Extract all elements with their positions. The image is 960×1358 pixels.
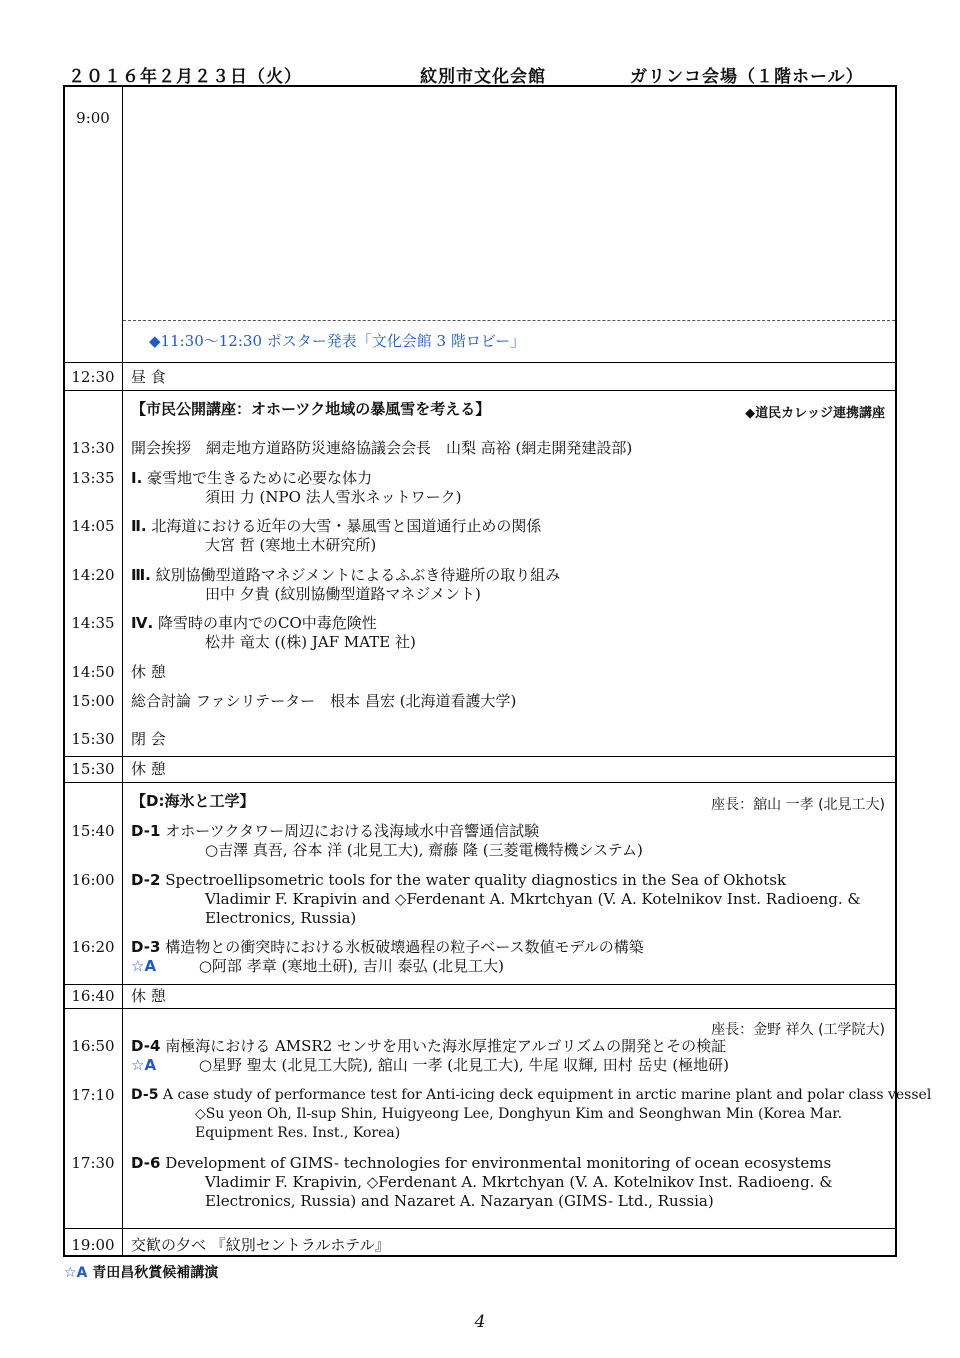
row-divider	[65, 390, 895, 391]
schedule-table	[63, 85, 932, 1257]
paper-authors-cont: Equipment Res. Inst., Korea)	[195, 1125, 401, 1141]
time-label: 17:10	[71, 1086, 115, 1104]
award-candidate-mark: ☆A	[64, 1265, 88, 1281]
lecture-title: 紋別協働型道路マネジメントによるふぶき待避所の取り組み	[155, 566, 561, 584]
row-divider	[65, 984, 895, 985]
paper-authors: ○吉澤 真吾, 谷本 洋 (北見工大), 齋藤 隆 (三菱電機特機システム)	[205, 841, 643, 859]
award-candidate-mark: ☆A	[131, 1056, 157, 1074]
break-label: 休 憩	[131, 760, 166, 778]
paper-item	[131, 822, 887, 860]
time-label: 9:00	[76, 109, 110, 127]
page-number: 4	[474, 1312, 486, 1332]
paper-authors: ○星野 聖太 (北見工大院), 舘山 一孝 (北見工大), 牛尾 収輝, 田村 岳史 (極地研)	[198, 1056, 730, 1074]
time-label: 16:20	[71, 938, 115, 956]
time-label: 15:00	[71, 692, 115, 710]
award-candidate-mark: ☆A	[131, 957, 157, 975]
session-chair: 座長：金野 祥久 (工学院大)	[711, 1022, 885, 1038]
paper-item	[131, 1086, 932, 1143]
break-label: 休 憩	[131, 663, 166, 681]
time-label: 15:30	[71, 730, 115, 748]
paper-id: D-2	[131, 871, 161, 889]
paper-authors-cont: Electronics, Russia) and Nazaret A. Nazaryan (GIMS- Ltd., Russia)	[205, 1192, 714, 1210]
paper-item	[131, 1037, 887, 1075]
lecture-item	[131, 517, 887, 555]
lecture-item	[131, 469, 887, 507]
general-discussion: 総合討論 ファシリテーター 根本 昌宏 (北海道看護大学)	[131, 692, 517, 710]
paper-title: 構造物との衝突時における氷板破壊過程の粒子ベース数値モデルの構築	[165, 938, 644, 956]
lecture-number: Ⅳ.	[131, 614, 154, 632]
time-label: 17:30	[71, 1154, 115, 1172]
paper-id: D-5	[131, 1087, 159, 1103]
session-chair: 座長：舘山 一孝 (北見工大)	[711, 797, 885, 813]
lecture-number: Ⅲ.	[131, 566, 151, 584]
paper-title: A case study of performance test for Anti-icing deck equipment in arctic marine plant and polar class vessel	[162, 1087, 932, 1103]
time-label: 13:35	[71, 469, 115, 487]
lecture-title: 北海道における近年の大雪・暴風雪と国道通行止めの関係	[151, 517, 542, 535]
lecture-author: 大宮 哲 (寒地土木研究所)	[205, 536, 377, 554]
paper-authors: Vladimir F. Krapivin and ◇Ferdenant A. Mkrtchyan (V. A. Kotelnikov Inst. Radioeng. &	[205, 890, 861, 908]
footnote	[64, 1262, 218, 1282]
footnote-text: 青田昌秋賞候補講演	[92, 1265, 219, 1281]
paper-authors: ◇Su yeon Oh, Il-sup Shin, Huigyeong Lee, Donghyun Kim and Seonghwan Min (Korea Mar.	[195, 1106, 843, 1122]
time-label: 15:30	[71, 760, 115, 778]
opening-remarks: 開会挨拶 網走地方道路防災連絡協議会会長 山梨 高裕 (網走開発建設部)	[131, 439, 633, 457]
page-header	[64, 62, 900, 86]
paper-authors: Vladimir F. Krapivin, ◇Ferdenant A. Mkrtchyan (V. A. Kotelnikov Inst. Radioeng. &	[205, 1173, 833, 1191]
paper-id: D-4	[131, 1037, 161, 1055]
lecture-author: 田中 夕貴 (紋別協働型道路マネジメント)	[205, 585, 481, 603]
header-venue: 紋別市文化会館	[420, 67, 546, 87]
lecture-author: 須田 力 (NPO 法人雪氷ネットワーク)	[205, 488, 462, 506]
time-label: 13:30	[71, 439, 115, 457]
paper-title: Development of GIMS- technologies for environmental monitoring of ocean ecosystems	[165, 1154, 832, 1172]
time-label: 16:00	[71, 871, 115, 889]
session-title: 【D:海氷と工学】	[131, 792, 255, 810]
paper-id: D-3	[131, 938, 161, 956]
time-label: 12:30	[71, 368, 115, 386]
lecture-number: Ⅱ.	[131, 517, 147, 535]
header-room: ガリンコ会場（１階ホール）	[630, 67, 864, 87]
paper-item	[131, 871, 887, 928]
paper-id: D-6	[131, 1154, 161, 1172]
row-divider	[65, 362, 895, 363]
lecture-number: Ⅰ.	[131, 469, 143, 487]
closing-label: 閉 会	[131, 730, 166, 748]
time-label: 14:50	[71, 663, 115, 681]
break-label: 休 憩	[131, 987, 166, 1005]
college-note: ◆道民カレッジ連携講座	[745, 406, 885, 421]
paper-id: D-1	[131, 822, 161, 840]
time-label: 15:40	[71, 822, 115, 840]
lecture-title: 豪雪地で生きるために必要な体力	[147, 469, 373, 487]
time-label: 19:00	[71, 1236, 115, 1254]
row-divider	[65, 782, 895, 783]
paper-title: Spectroellipsometric tools for the water quality diagnostics in the Sea of Okhotsk	[165, 871, 787, 889]
lecture-author: 松井 竜太 ((株) JAF MATE 社)	[205, 633, 416, 651]
public-lecture-title: 【市民公開講座：オホーツク地域の暴風雪を考える】	[131, 400, 491, 418]
row-divider	[65, 756, 895, 757]
paper-item	[131, 1154, 887, 1211]
reception-label: 交歓の夕べ 『紋別セントラルホテル』	[131, 1236, 390, 1254]
time-label: 16:50	[71, 1037, 115, 1055]
time-label: 14:20	[71, 566, 115, 584]
lunch-label: 昼 食	[131, 368, 166, 386]
lecture-item	[131, 614, 887, 652]
row-divider	[65, 1228, 895, 1229]
row-divider	[65, 1008, 895, 1009]
paper-authors: ○阿部 孝章 (寒地土研), 吉川 泰弘 (北見工大)	[198, 957, 504, 975]
time-label: 14:05	[71, 517, 115, 535]
dashed-divider	[123, 320, 895, 321]
poster-session-label: ◆11:30〜12:30 ポスター発表「文化会館 3 階ロビー」	[149, 332, 526, 350]
lecture-item	[131, 566, 887, 604]
paper-title: オホーツクタワー周辺における浅海域水中音響通信試験	[165, 822, 540, 840]
time-label: 16:40	[71, 987, 115, 1005]
paper-authors-cont: Electronics, Russia)	[205, 909, 357, 927]
time-label: 14:35	[71, 614, 115, 632]
paper-title: 南極海における AMSR2 センサを用いた海氷厚推定アルゴリズムの開発とその検証	[165, 1037, 727, 1055]
lecture-title: 降雪時の車内でのCO中毒危険性	[157, 614, 377, 632]
time-column-divider	[122, 87, 123, 1255]
paper-item	[131, 938, 887, 976]
header-date: ２０１６年２月２３日（火）	[68, 67, 302, 87]
